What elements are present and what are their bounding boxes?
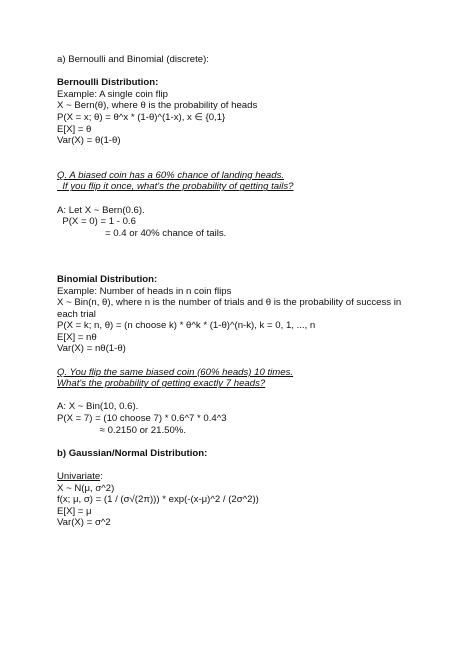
gaussian-definition: X ~ N(μ, σ^2) <box>57 482 115 494</box>
univariate-label: Univariate <box>57 471 101 482</box>
binomial-answer-line-2: P(X = 7) = (10 choose 7) * 0.6^7 * 0.4^3 <box>57 413 227 425</box>
gaussian-expectation: E[X] = μ <box>57 505 92 517</box>
bernoulli-pmf: P(X = x; θ) = θ^x * (1-θ)^(1-x), x ∈ {0,1} <box>57 111 226 123</box>
binomial-example: Example: Number of heads in n coin flips <box>57 285 232 297</box>
binomial-answer-line-3: ≈ 0.2150 or 21.50%. <box>57 424 186 436</box>
binomial-pmf: P(X = k; n, θ) = (n choose k) * θ^k * (1-θ)^(n-k), k = 0, 1, ..., n <box>57 320 316 332</box>
binomial-expectation: E[X] = nθ <box>57 331 97 343</box>
bernoulli-expectation: E[X] = θ <box>57 123 92 135</box>
bernoulli-answer-line-1: A: Let X ~ Bern(0.6). <box>57 204 145 216</box>
binomial-question-line-2: What's the probability of getting exactly 7 heads? <box>57 378 266 390</box>
univariate-heading <box>57 471 457 483</box>
bernoulli-variance: Var(X) = θ(1-θ) <box>57 135 121 147</box>
bernoulli-title: Bernoulli Distribution: <box>57 77 159 89</box>
bernoulli-question-line-1: Q. A biased coin has a 60% chance of landing heads. <box>57 169 285 181</box>
gaussian-variance: Var(X) = σ^2 <box>57 517 111 529</box>
section-b-heading: b) Gaussian/Normal Distribution: <box>57 447 208 459</box>
binomial-answer-line-1: A: X ~ Bin(10, 0.6). <box>57 401 139 413</box>
binomial-title: Binomial Distribution: <box>57 273 158 285</box>
gaussian-pdf: f(x; μ, σ) = (1 / (σ√(2π))) * exp(-(x-μ)^2 / (2σ^2)) <box>57 494 259 506</box>
document-page <box>57 54 457 529</box>
binomial-question-line-1: Q. You flip the same biased coin (60% heads) 10 times. <box>57 366 294 378</box>
bernoulli-definition: X ~ Bern(θ), where θ is the probability of heads <box>57 100 258 112</box>
univariate-label-colon: : <box>100 471 103 482</box>
binomial-definition: X ~ Bin(n, θ), where n is the number of trials and θ is the probability of success in each trial <box>57 297 402 320</box>
bernoulli-question-line-2: If you flip it once, what's the probability of getting tails? <box>57 181 294 193</box>
bernoulli-answer-line-2: P(X = 0) = 1 - 0.6 <box>57 216 136 228</box>
section-a-heading: a) Bernoulli and Binomial (discrete): <box>57 54 209 65</box>
binomial-variance: Var(X) = nθ(1-θ) <box>57 343 126 355</box>
bernoulli-example: Example: A single coin flip <box>57 88 168 100</box>
bernoulli-answer-line-3: = 0.4 or 40% chance of tails. <box>57 227 227 239</box>
